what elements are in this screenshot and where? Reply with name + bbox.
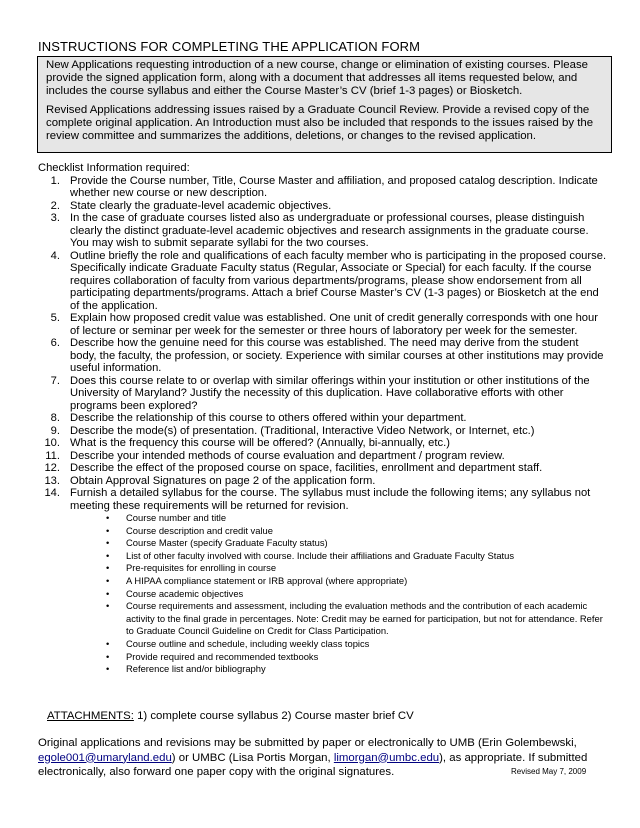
revised-applications-paragraph: Revised Applications addressing issues raised by a Graduate Council Review. Provide a revised copy of the complete original application. An Introduction must also be included that responds to the issues raised by the review committee and summarizes the additions, deletions, or changes to the revised application. [46,104,594,142]
bullet-icon: • [106,562,110,574]
bullet-icon: • [106,549,110,561]
item-text: Furnish a detailed syllabus for the course. The syllabus must include the following items; any syllabus not meeting these requirements will be returned for revision. [70,487,591,512]
item-text: Describe your intended methods of course evaluation and department / program review. [70,449,505,462]
item-text: Describe the mode(s) of presentation. (Traditional, Interactive Video Network, or Internet, etc.) [70,424,535,437]
checklist-item [38,337,608,375]
syllabus-requirement-item [70,600,608,638]
item-text: Obtain Approval Signatures on page 2 of the application form. [70,474,376,487]
syllabus-requirement-item [70,663,608,676]
bullet-icon: • [106,512,110,523]
checklist-item [38,475,608,488]
checklist-item [38,312,608,337]
footer-text-1: Original applications and revisions may be submitted by paper or electronically to UMB (Erin Golembewski, [38,737,577,749]
syllabus-requirement-item [70,588,608,601]
checklist-item [38,412,608,425]
item-number: 4. [50,249,60,262]
syllabus-requirement-item [70,575,608,588]
checklist-items [38,175,608,676]
requirement-text: A HIPAA compliance statement or IRB approval (where appropriate) [126,574,408,586]
item-number: 14. [44,487,60,499]
item-number: 11. [45,449,60,462]
item-number: 13. [44,474,60,487]
item-number: 2. [50,199,60,212]
item-text: State clearly the graduate-level academic objectives. [70,199,332,212]
item-text: Describe the relationship of this course to others offered within your department. [70,412,467,424]
syllabus-requirement-item [70,562,608,575]
requirement-text: Provide required and recommended textbooks [126,650,319,662]
footer-text-3: ), as appropriate. If submitted electronically, also forward one paper copy with the original signatures. [38,751,588,778]
item-number: 12. [44,462,60,474]
syllabus-requirement-item [70,525,608,538]
item-text: What is the frequency this course will be offered? (Annually, bi-annually, etc.) [70,437,450,449]
checklist-heading: Checklist Information required: [38,162,190,174]
item-text: In the case of graduate courses listed also as undergraduate or professional courses, please distinguish clearly the distinct graduate-level academic objectives and research assignments in the graduate course. You may wish to submit separate syllabi for the two courses. [70,212,589,249]
item-number: 8. [50,412,60,424]
page-title: INSTRUCTIONS FOR COMPLETING THE APPLICATION FORM [38,39,421,54]
bullet-icon: • [106,537,110,549]
bullet-icon: • [106,587,110,599]
checklist-item [38,437,608,450]
new-applications-paragraph: New Applications requesting introduction of a new course, change or elimination of existing courses. Please provide the signed application form, along with a document that addresses all items requested below, and includes the course syllabus and either the Course Master’s CV (brief 1-3 pages) or Biosketch. [46,59,588,97]
bullet-icon: • [106,663,110,675]
attachments-label: ATTACHMENTS: [47,710,134,722]
checklist-section [38,162,608,676]
bullet-icon: • [106,637,110,649]
umbc-email-link[interactable]: limorgan@umbc.edu [333,751,440,764]
bullet-icon: • [106,600,110,612]
requirement-text: Course requirements and assessment, including the evaluation methods and the contribution of each academic activity to the final grade in percentages. Note: Credit may be earned for participation, but not for attendance. Refer to Graduate Council Guideline on Credit for Class Participation. [126,600,603,637]
syllabus-requirement-item [70,512,608,525]
checklist-item [38,462,608,475]
requirement-text: Course academic objectives [126,587,244,599]
item-text: Provide the Course number, Title, Course Master and affiliation, and proposed catalog description. Indicate whether new course or new description. [70,174,598,199]
requirement-text: Course outline and schedule, including weekly class topics [126,637,370,649]
syllabus-requirement-item [70,550,608,563]
syllabus-requirement-item [70,638,608,651]
checklist-item [38,425,608,438]
item-number: 7. [50,374,60,387]
umb-email-link[interactable]: egole001@umaryland.edu [38,751,172,764]
footer-text-2: ) or UMBC (Lisa Portis Morgan, [171,751,334,764]
item-text: Describe the effect of the proposed course on space, facilities, enrollment and department staff. [70,462,543,474]
requirement-text: Course number and title [126,512,227,523]
item-text: Outline briefly the role and qualifications of each faculty member who is participating in the proposed course. Specifically indicate Graduate Faculty status (Regular, Associate or Special) for each faculty. If the course requires collaboration of faculty from various departments/programs, please show endorsement from all participating departments/programs. Attach a brief Course Master’s CV (1-3 pages) or Biosketch at the end of the application. [70,249,607,312]
syllabus-requirement-item [70,537,608,550]
checklist-item [38,200,608,213]
requirement-text: Reference list and/or bibliography [126,663,266,675]
bullet-icon: • [106,574,110,586]
checklist-item [38,450,608,463]
item-text: Describe how the genuine need for this course was established. The need may derive from the student body, the faculty, the profession, or society. Experience with similar courses at other institutions may provide useful information. [70,337,604,374]
syllabus-requirements-list [70,512,608,676]
item-number: 6. [50,337,60,349]
checklist-item [38,212,608,250]
item-number: 1. [50,174,60,187]
item-text: Explain how proposed credit value was established. One unit of credit generally corresponds with one hour of lecture or seminar per week for the semester or three hours of laboratory per week for the semester. [70,312,598,337]
bullet-icon: • [106,650,110,662]
requirement-text: Course description and credit value [126,524,273,536]
attachments-text: 1) complete course syllabus 2) Course master brief CV [133,710,414,722]
revised-date: Revised May 7, 2009 [511,767,587,776]
requirement-text: List of other faculty involved with course. Include their affiliations and Graduate Faculty Status [126,549,515,561]
attachments-line [47,710,414,723]
application-types-box [37,56,612,153]
item-text: Does this course relate to or overlap with similar offerings within your institution or other institutions of the University of Maryland? Justify the necessity of this duplication. Have collaborative efforts with other programs been explored? [70,374,590,412]
item-number: 3. [50,212,60,224]
requirement-text: Pre-requisites for enrolling in course [126,562,277,574]
bullet-icon: • [106,524,110,536]
requirement-text: Course Master (specify Graduate Faculty status) [126,537,328,549]
item-number: 10. [44,437,60,449]
item-number: 9. [50,424,60,437]
checklist-item [38,375,608,413]
checklist-item [38,487,608,676]
checklist-item [38,250,608,313]
syllabus-requirement-item [70,651,608,664]
checklist-item [38,175,608,200]
item-number: 5. [50,312,60,324]
